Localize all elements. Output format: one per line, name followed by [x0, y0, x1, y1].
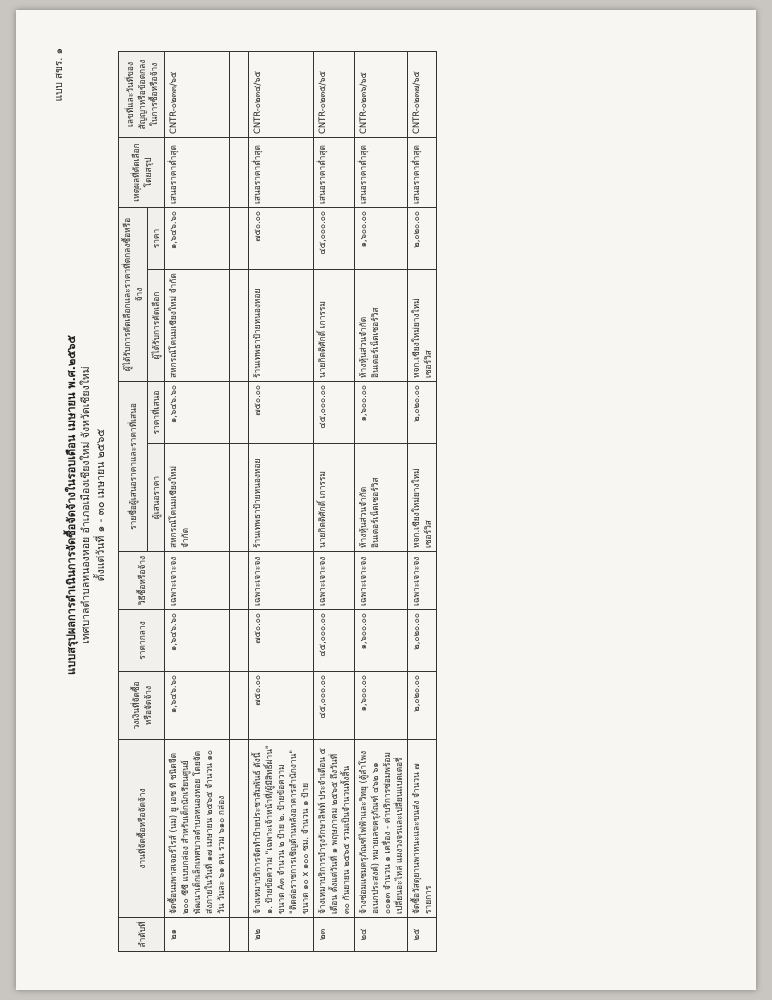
cell-budget: ๔๕,๐๐๐.๐๐: [314, 672, 355, 740]
header-budget: วงเงินที่จัดซื้อหรือจัดจ้าง: [119, 672, 165, 740]
document-page: [16, 10, 756, 990]
form-code: แบบ สขร. ๑: [54, 48, 65, 102]
cell-winner: ร้านเทพธาป้ายหนองหอย: [249, 270, 314, 382]
cell-winner: สหกรณ์โคนมเชียงใหม่ จำกัด: [165, 270, 230, 382]
cell-budget: ๒,๐๒๐.๐๐: [408, 672, 437, 740]
cell-budget: ๑,๖๐๐.๐๐: [355, 672, 408, 740]
cell-bid-price: ๑,๖๐๐.๐๐: [355, 382, 408, 444]
header-selected-price: ราคา: [148, 208, 165, 270]
cell-bid-price: ๑,๖๔๖.๖๐: [165, 382, 230, 444]
header-offers-price: ราคาที่เสนอ: [148, 382, 165, 444]
cell-no: ๒๒: [249, 918, 314, 952]
table-row: [249, 52, 314, 952]
cell-bidder: ร้านเทพธาป้ายหนองหอย: [249, 444, 314, 552]
cell-reason: เสนอราคาต่ำสุด: [314, 138, 355, 208]
cell-contract: CNTR-๐๒๓๕/๖๕: [314, 52, 355, 138]
header-item: งานที่จัดซื้อหรือจัดจ้าง: [119, 740, 165, 918]
header-selected-winner: ผู้ได้รับการคัดเลือก: [148, 270, 165, 382]
header-no: ลำดับที่: [119, 918, 165, 952]
document-titles: [64, 40, 109, 970]
cell-median: ๑,๖๔๖.๖๐: [165, 610, 230, 672]
cell-no: ๒๕: [408, 918, 437, 952]
cell-winner: ห้างหุ้นส่วนจำกัด อินเตอร์เน็ตเซอร์วิส: [355, 270, 408, 382]
cell-method: เฉพาะเจาะจง: [355, 552, 408, 610]
cell-method: เฉพาะเจาะจง: [249, 552, 314, 610]
cell-budget: ๗๕๐.๐๐: [249, 672, 314, 740]
header-row-1: [119, 52, 148, 952]
title-line-2: เทศบาลตำบลหนองหอย อำเภอเมืองเชียงใหม่ จังหวัดเชียงใหม่: [80, 366, 92, 644]
cell-no: ๒๓: [314, 918, 355, 952]
title-line-3: ตั้งแต่วันที่ ๑ - ๓๐ เมษายน ๒๕๖๕: [95, 428, 107, 582]
cell-method: เฉพาะเจาะจง: [165, 552, 230, 610]
cell-median: ๒,๐๒๐.๐๐: [408, 610, 437, 672]
cell-contract: CNTR-๐๒๓๖/๖๕: [355, 52, 408, 138]
cell-item: จัดซื้อวัสดุยานพาหนะและขนส่ง จำนวน ๗ รายการ: [408, 740, 437, 918]
cell-bidder: สหกรณ์โคนมเชียงใหม่ จำกัด: [165, 444, 230, 552]
cell-win-price: ๒,๐๒๐.๐๐: [408, 208, 437, 270]
title-line-1: แบบสรุปผลการดำเนินการจัดซื้อจัดจ้างในรอบเดือน เมษายน พ.ศ.๒๕๖๕: [65, 335, 78, 675]
cell-item: จ้างเหมาบริการบำรุงรักษาลิฟท์ ประจำเดือน ๕ เดือน ตั้งแต่วันที่ ๑ พฤษภาคม ๒๕๖๕ ถึงวันที่ ๓๐ กันยายน ๒๕๖๕ รวมเป็นจำนวนทั้งสิ้น: [314, 740, 355, 918]
table-row: [408, 52, 437, 952]
header-median: ราคากลาง: [119, 610, 165, 672]
cell-contract: CNTR-๐๒๓๗/๖๕: [408, 52, 437, 138]
cell-win-price: ๑,๖๐๐.๐๐: [355, 208, 408, 270]
cell-bidder: นายกิตติศักดิ์ เการรม: [314, 444, 355, 552]
cell-win-price: ๗๕๐.๐๐: [249, 208, 314, 270]
cell-bidder: ห้างหุ้นส่วนจำกัด อินเตอร์เน็ตเซอร์วิส: [355, 444, 408, 552]
procurement-table: [118, 51, 437, 952]
table-row: [355, 52, 408, 952]
cell-item: จัดซื้อนมพาสเจอร์ไรส์ (นม) ยู เอช ที ชนิดจืด ๒๐๐ ซีซี แบบกล่อง สำหรับเด็กนักเรียนศูนย์พัฒนาเด็กเล็กเทศบาลตำบลหนองหอย โดยจัดส่งภายในวันที่ ๑๗ เมษายน ๒๕๖๕ จำนวน ๑๐ วัน วันละ ๖๑ คน รวม ๖๑๐ กล่อง: [165, 740, 230, 918]
cell-win-price: ๑,๖๔๖.๖๐: [165, 208, 230, 270]
cell-bid-price: ๔๕,๐๐๐.๐๐: [314, 382, 355, 444]
cell-median: ๗๕๐.๐๐: [249, 610, 314, 672]
cell-winner: นายกิตติศักดิ์ เการรม: [314, 270, 355, 382]
rotated-sheet: [46, 40, 726, 970]
header-offers: รายชื่อผู้เสนอราคาและราคาที่เสนอ: [119, 382, 148, 552]
cell-bidder: หจก.เชียงใหม่ยางใหม่เซอร์วิส: [408, 444, 437, 552]
cell-item: จ้างซ่อมแซมครุภัณฑ์ไฟฟ้าและวิทยุ (ตู้ลำโพงอเนกประสงค์) หมายเลขครุภัณฑ์ ๔๖๒ ๖๑ ๐๐๑๓ จำนวน ๑ เครื่อง - ค่าบริการซ่อมพร้อมเปลี่ยนอะไหล่ แผงวงจรและเปลี่ยนแบตเตอรี่: [355, 740, 408, 918]
table-row-spacer: [230, 52, 249, 952]
cell-contract: CNTR-๐๒๓๔/๖๕: [249, 52, 314, 138]
cell-method: เฉพาะเจาะจง: [408, 552, 437, 610]
cell-median: ๔๕,๐๐๐.๐๐: [314, 610, 355, 672]
header-reason: เหตุผลที่คัดเลือกโดยสรุป: [119, 138, 165, 208]
cell-budget: ๑,๖๔๖.๖๐: [165, 672, 230, 740]
cell-no: ๒๑: [165, 918, 230, 952]
header-selected: ผู้ได้รับการคัดเลือกและราคาที่ตกลงซื้อหรือจ้าง: [119, 208, 148, 382]
header-method: วิธีซื้อหรือจ้าง: [119, 552, 165, 610]
cell-win-price: ๔๕,๐๐๐.๐๐: [314, 208, 355, 270]
cell-winner: หจก.เชียงใหม่ยางใหม่เซอร์วิส: [408, 270, 437, 382]
cell-contract: CNTR-๐๒๓๓/๖๕: [165, 52, 230, 138]
table-row: [314, 52, 355, 952]
cell-method: เฉพาะเจาะจง: [314, 552, 355, 610]
cell-reason: เสนอราคาต่ำสุด: [355, 138, 408, 208]
cell-bid-price: ๗๕๐.๐๐: [249, 382, 314, 444]
cell-item: จ้างเหมาบริการจัดทำป้ายประชาสัมพันธ์ ดังนี้ ๑. ป้ายข้อความ "เฉพาะเจ้าหน้าที่/ผู้มีสิทธิ์ผ่าน" ขนาด A๓ จำนวน ๒ ป้าย ๒. ป้ายข้อความ "ติดต่อราชการเชิญด้านหลังอาคารสำนักงาน" ขนาด ๑๐ x ๑๐๐ ซม. จำนวน ๑ ป้าย: [249, 740, 314, 918]
cell-reason: เสนอราคาต่ำสุด: [249, 138, 314, 208]
cell-reason: เสนอราคาต่ำสุด: [408, 138, 437, 208]
table-row: [165, 52, 230, 952]
header-offers-bidder: ผู้เสนอราคา: [148, 444, 165, 552]
cell-reason: เสนอราคาต่ำสุด: [165, 138, 230, 208]
cell-no: ๒๔: [355, 918, 408, 952]
cell-bid-price: ๒,๐๒๐.๐๐: [408, 382, 437, 444]
cell-median: ๑,๖๐๐.๐๐: [355, 610, 408, 672]
header-contract: เลขที่และวันที่ของสัญญาหรือข้อตกลงในการซื้อหรือจ้าง: [119, 52, 165, 138]
